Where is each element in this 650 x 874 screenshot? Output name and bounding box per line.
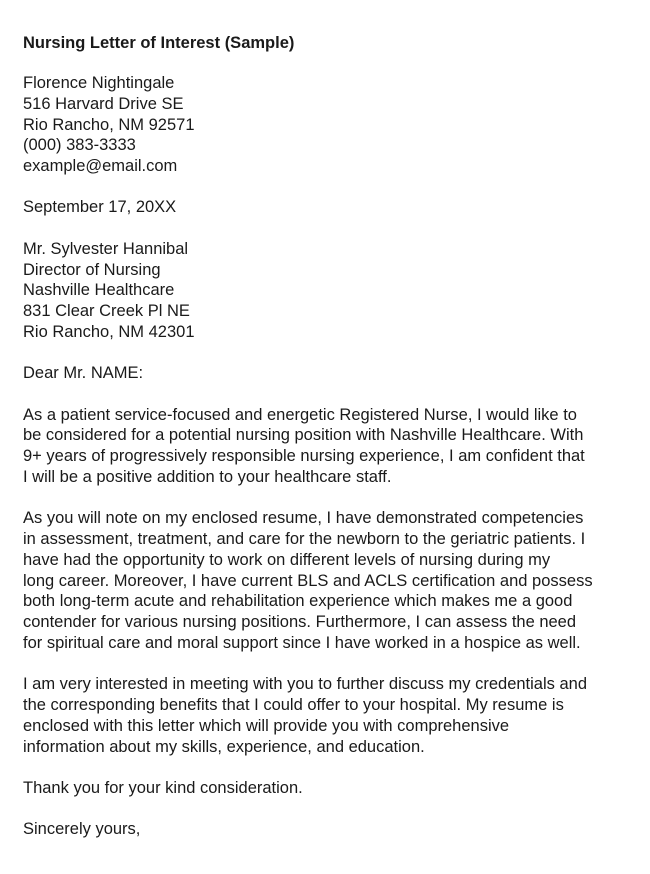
recipient-street: 831 Clear Creek Pl NE (23, 302, 190, 321)
letter-title: Nursing Letter of Interest (Sample) (23, 34, 295, 52)
recipient-city: Rio Rancho, NM 42301 (23, 322, 195, 341)
paragraph-line: I am very interested in meeting with you to further discuss my credentials and (23, 675, 588, 694)
paragraph-line: have had the opportunity to work on different levels of nursing during my (23, 550, 551, 569)
paragraph-line: the corresponding benefits that I could offer to your hospital. My resume is (23, 696, 564, 715)
thanks (23, 778, 643, 799)
salutation-text: Dear Mr. NAME: (23, 364, 144, 383)
paragraph-line: long career. Moreover, I have current BLS and ACLS certification and possess (23, 571, 593, 590)
sender-city: Rio Rancho, NM 92571 (23, 115, 195, 134)
paragraph-line: in assessment, treatment, and care for the newborn to the geriatric patients. I (23, 530, 586, 549)
letter-date (23, 197, 643, 218)
closing-text: Sincerely yours, (23, 820, 141, 839)
paragraph-line: enclosed with this letter which will provide you with comprehensive (23, 716, 510, 735)
paragraph-line: both long-term acute and rehabilitation experience which makes me a good (23, 592, 573, 611)
paragraph-line: 9+ years of progressively responsible nursing experience, I am confident that (23, 447, 585, 466)
body-paragraph-3 (23, 674, 643, 757)
body-paragraph-1 (23, 405, 643, 488)
sender-street: 516 Harvard Drive SE (23, 94, 184, 113)
salutation (23, 363, 643, 384)
paragraph-line: contender for various nursing positions. Furthermore, I can assess the need (23, 613, 577, 632)
paragraph-line: As a patient service-focused and energetic Registered Nurse, I would like to (23, 405, 577, 424)
closing (23, 819, 643, 840)
recipient-name: Mr. Sylvester Hannibal (23, 239, 189, 258)
sender-address (23, 73, 643, 177)
thanks-text: Thank you for your kind consideration. (23, 779, 303, 798)
paragraph-line: be considered for a potential nursing position with Nashville Healthcare. With (23, 426, 584, 445)
paragraph-line: As you will note on my enclosed resume, I have demonstrated competencies (23, 509, 584, 528)
body-paragraph-2 (23, 508, 643, 654)
sender-name: Florence Nightingale (23, 74, 175, 92)
sender-email: example@email.com (23, 157, 178, 176)
paragraph-line: for spiritual care and moral support since I have worked in a hospice as well. (23, 634, 581, 653)
recipient-address (23, 239, 643, 343)
paragraph-line: I will be a positive addition to your healthcare staff. (23, 467, 392, 486)
recipient-organization: Nashville Healthcare (23, 281, 175, 300)
recipient-title: Director of Nursing (23, 260, 161, 279)
letter-page (23, 33, 643, 861)
paragraph-line: information about my skills, experience, and education. (23, 737, 425, 756)
sender-phone: (000) 383-3333 (23, 136, 136, 155)
date-text: September 17, 20XX (23, 198, 177, 217)
